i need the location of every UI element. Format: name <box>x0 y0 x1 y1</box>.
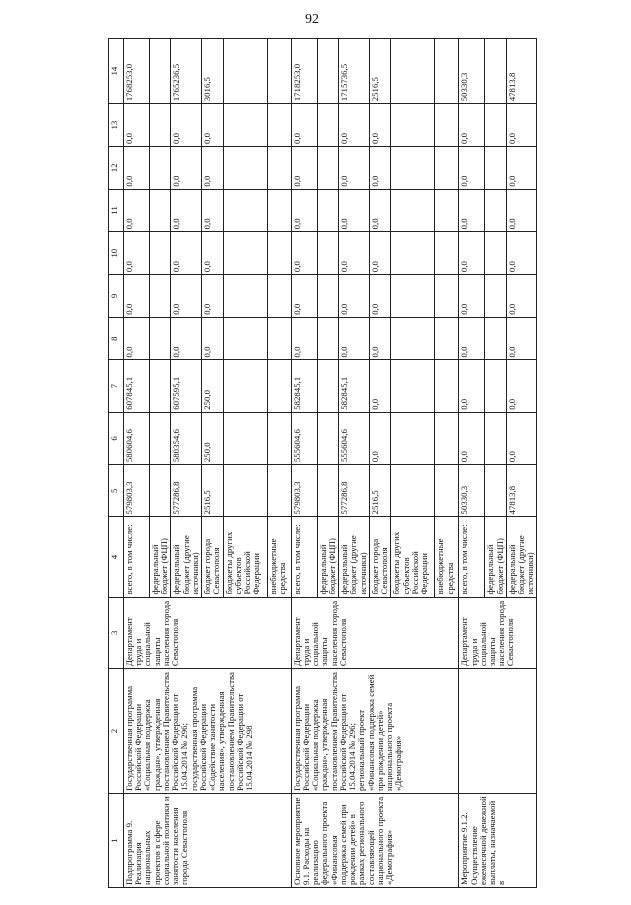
value-cell <box>267 104 291 147</box>
value-cell: 1768253,0 <box>124 39 150 104</box>
value-cell: 0,0 <box>369 189 390 232</box>
funding-source-cell: федеральный бюджет (другие источники) <box>506 517 537 597</box>
value-cell <box>150 146 171 189</box>
value-cell <box>223 104 267 147</box>
value-cell <box>391 412 435 464</box>
value-cell: 0,0 <box>291 317 317 360</box>
value-cell: 0,0 <box>202 317 223 360</box>
value-cell: 2516,5 <box>369 465 390 517</box>
value-cell <box>485 189 506 232</box>
table-row <box>124 39 150 888</box>
value-cell: 0,0 <box>506 412 537 464</box>
funding-source-cell: всего, в том числе: <box>291 517 317 597</box>
value-cell <box>485 465 506 517</box>
value-cell: 580604,6 <box>124 412 150 464</box>
value-cell: 0,0 <box>202 275 223 318</box>
value-cell <box>223 232 267 275</box>
value-cell <box>317 189 338 232</box>
value-cell: 2516,5 <box>202 465 223 517</box>
value-cell: 0,0 <box>506 360 537 412</box>
header-cell: 9 <box>109 275 124 318</box>
value-cell <box>485 146 506 189</box>
value-cell <box>317 146 338 189</box>
value-cell <box>317 317 338 360</box>
funding-source-cell: бюджеты других субъектов Российской Федерации <box>391 517 435 597</box>
value-cell: 0,0 <box>339 189 370 232</box>
value-cell <box>267 39 291 104</box>
table-row <box>291 39 317 888</box>
value-cell <box>485 39 506 104</box>
value-cell: 0,0 <box>124 275 150 318</box>
header-cell: 6 <box>109 412 124 464</box>
value-cell <box>391 465 435 517</box>
value-cell <box>317 39 338 104</box>
value-cell: 0,0 <box>369 412 390 464</box>
value-cell <box>435 39 459 104</box>
header-cell: 4 <box>109 517 124 597</box>
funding-source-cell: бюджет города Севастополя <box>202 517 223 597</box>
value-cell: 0,0 <box>369 146 390 189</box>
value-cell <box>435 232 459 275</box>
value-cell <box>435 412 459 464</box>
funding-source-cell: федеральный бюджет (ФЦП) <box>317 517 338 597</box>
value-cell: 0,0 <box>459 412 485 464</box>
rotated-table-container <box>108 38 536 888</box>
value-cell <box>317 412 338 464</box>
value-cell: 0,0 <box>171 275 202 318</box>
value-cell <box>317 275 338 318</box>
value-cell <box>150 317 171 360</box>
value-cell <box>267 189 291 232</box>
value-cell: 580354,6 <box>171 412 202 464</box>
header-cell: 13 <box>109 104 124 147</box>
value-cell: 0,0 <box>459 360 485 412</box>
header-cell: 5 <box>109 465 124 517</box>
funding-source-cell: федеральный бюджет (другие источники) <box>171 517 202 597</box>
program-name-cell: Подпрограмма 9. Реализация национальных проектов в сфере социальной политики и занятости населения города Севастополя <box>124 794 292 888</box>
funding-source-cell: внебюджетные средства <box>267 517 291 597</box>
value-cell <box>485 275 506 318</box>
executor-cell: Департамент труда и социальной защиты населения города Севастополя <box>291 597 459 669</box>
value-cell: 0,0 <box>124 232 150 275</box>
value-cell <box>435 104 459 147</box>
value-cell <box>391 360 435 412</box>
legal-basis-cell: Государственная программа Российской Федерации «Социальная поддержка граждан», утвержденная постановлением Правительства Российской Федерации от 15.04.2014 № 296; региональный проект «Финансовая поддержка семей при рождении детей» национального проекта «Демография» <box>291 669 459 794</box>
value-cell: 47813,8 <box>506 39 537 104</box>
value-cell: 0,0 <box>291 146 317 189</box>
value-cell: 0,0 <box>339 232 370 275</box>
value-cell: 50330,3 <box>459 39 485 104</box>
value-cell: 0,0 <box>171 317 202 360</box>
value-cell <box>435 317 459 360</box>
value-cell: 0,0 <box>506 146 537 189</box>
value-cell: 0,0 <box>171 232 202 275</box>
header-cell: 2 <box>109 669 124 794</box>
value-cell <box>485 232 506 275</box>
value-cell: 582845,1 <box>291 360 317 412</box>
funding-source-cell: федеральный бюджет (другие источники) <box>339 517 370 597</box>
value-cell <box>267 232 291 275</box>
value-cell: 0,0 <box>339 146 370 189</box>
funding-source-cell: федеральный бюджет (ФЦП) <box>150 517 171 597</box>
header-cell: 14 <box>109 39 124 104</box>
value-cell <box>435 360 459 412</box>
value-cell: 1715736,5 <box>339 39 370 104</box>
legal-basis-cell <box>459 669 537 794</box>
executor-cell: Департамент труда и социальной защиты населения города Севастополя <box>459 597 537 669</box>
value-cell: 0,0 <box>124 104 150 147</box>
header-row <box>109 39 124 888</box>
value-cell: 0,0 <box>459 275 485 318</box>
value-cell <box>267 360 291 412</box>
value-cell <box>317 360 338 412</box>
value-cell <box>223 360 267 412</box>
value-cell <box>223 465 267 517</box>
value-cell <box>267 146 291 189</box>
value-cell: 579803,3 <box>291 465 317 517</box>
value-cell: 0,0 <box>171 146 202 189</box>
value-cell: 607595,1 <box>171 360 202 412</box>
program-name-cell: Мероприятие 9.1.2. Осуществление ежемесячной денежной выплаты, назначаемой в <box>459 794 537 888</box>
value-cell: 0,0 <box>459 104 485 147</box>
value-cell <box>485 317 506 360</box>
value-cell <box>485 360 506 412</box>
program-name-cell: Основное мероприятие 9.1. Расходы на реализацию федерального проекта «Финансовая поддержка семей при рождении детей» в рамках регионального составляющей национального проекта «Демография» <box>291 794 459 888</box>
value-cell: 0,0 <box>291 232 317 275</box>
funding-source-cell: всего, в том числе: <box>124 517 150 597</box>
value-cell: 1718253,0 <box>291 39 317 104</box>
value-cell <box>150 412 171 464</box>
value-cell <box>223 189 267 232</box>
value-cell: 0,0 <box>459 189 485 232</box>
value-cell <box>150 275 171 318</box>
value-cell <box>391 39 435 104</box>
value-cell: 0,0 <box>506 189 537 232</box>
value-cell: 3016,5 <box>202 39 223 104</box>
value-cell: 250,0 <box>202 412 223 464</box>
value-cell: 0,0 <box>124 317 150 360</box>
value-cell: 0,0 <box>369 232 390 275</box>
value-cell <box>223 39 267 104</box>
value-cell: 250,0 <box>202 360 223 412</box>
value-cell: 0,0 <box>459 232 485 275</box>
funding-source-cell: федеральный бюджет (ФЦП) <box>485 517 506 597</box>
value-cell <box>317 232 338 275</box>
value-cell <box>485 104 506 147</box>
value-cell: 0,0 <box>202 104 223 147</box>
value-cell <box>485 412 506 464</box>
value-cell <box>150 465 171 517</box>
value-cell <box>223 412 267 464</box>
value-cell: 0,0 <box>506 317 537 360</box>
value-cell <box>267 465 291 517</box>
value-cell <box>150 104 171 147</box>
value-cell: 0,0 <box>369 360 390 412</box>
value-cell: 0,0 <box>202 146 223 189</box>
value-cell <box>150 189 171 232</box>
value-cell <box>150 39 171 104</box>
header-cell: 3 <box>109 597 124 669</box>
value-cell <box>223 146 267 189</box>
value-cell <box>267 275 291 318</box>
header-cell: 1 <box>109 794 124 888</box>
value-cell <box>150 232 171 275</box>
value-cell: 2516,5 <box>369 39 390 104</box>
value-cell: 555604,6 <box>291 412 317 464</box>
legal-basis-cell: Государственная программа Российской Федерации «Социальная поддержка граждан», утвержденная постановлением Правительства Российской Федерации от 15.04.2014 № 296; государственная программа Российской Федерации «Содействие занятости населения», утвержденная постановлением Правительства Российской Федерации от 15.04.2014 № 298 <box>124 669 292 794</box>
table-row <box>459 39 485 888</box>
value-cell: 0,0 <box>506 275 537 318</box>
funding-source-cell: бюджет города Севастополя <box>369 517 390 597</box>
value-cell: 50330,3 <box>459 465 485 517</box>
header-cell: 8 <box>109 317 124 360</box>
funding-source-cell: всего, в том числе: <box>459 517 485 597</box>
value-cell: 0,0 <box>124 189 150 232</box>
value-cell: 0,0 <box>124 146 150 189</box>
header-cell: 12 <box>109 146 124 189</box>
value-cell: 0,0 <box>506 232 537 275</box>
value-cell: 0,0 <box>171 104 202 147</box>
value-cell: 0,0 <box>339 104 370 147</box>
funding-source-cell: бюджеты других субъектов Российской Федерации <box>223 517 267 597</box>
value-cell <box>391 317 435 360</box>
value-cell <box>317 465 338 517</box>
value-cell: 577286,8 <box>171 465 202 517</box>
value-cell: 555604,6 <box>339 412 370 464</box>
value-cell: 0,0 <box>339 317 370 360</box>
value-cell <box>391 232 435 275</box>
value-cell: 0,0 <box>291 104 317 147</box>
value-cell: 0,0 <box>369 104 390 147</box>
value-cell <box>435 189 459 232</box>
value-cell <box>223 317 267 360</box>
value-cell <box>435 146 459 189</box>
value-cell: 0,0 <box>459 146 485 189</box>
funding-source-cell: внебюджетные средства <box>435 517 459 597</box>
value-cell: 0,0 <box>202 232 223 275</box>
page-number: 92 <box>305 12 319 27</box>
value-cell <box>223 275 267 318</box>
value-cell <box>391 189 435 232</box>
value-cell: 1765236,5 <box>171 39 202 104</box>
value-cell: 0,0 <box>171 189 202 232</box>
budget-table <box>108 38 537 888</box>
value-cell: 0,0 <box>339 275 370 318</box>
value-cell: 579803,3 <box>124 465 150 517</box>
value-cell <box>391 104 435 147</box>
value-cell <box>391 146 435 189</box>
value-cell <box>317 104 338 147</box>
value-cell <box>150 360 171 412</box>
value-cell: 0,0 <box>291 189 317 232</box>
value-cell: 582845,1 <box>339 360 370 412</box>
value-cell: 0,0 <box>202 189 223 232</box>
value-cell: 0,0 <box>369 275 390 318</box>
table-body <box>124 39 537 888</box>
value-cell: 0,0 <box>506 104 537 147</box>
value-cell <box>267 317 291 360</box>
value-cell <box>435 465 459 517</box>
header-cell: 11 <box>109 189 124 232</box>
header-cell: 10 <box>109 232 124 275</box>
value-cell <box>435 275 459 318</box>
executor-cell: Департамент труда и социальной защиты населения города Севастополя <box>124 597 292 669</box>
header-cell: 7 <box>109 360 124 412</box>
value-cell: 0,0 <box>291 275 317 318</box>
value-cell: 47813,8 <box>506 465 537 517</box>
value-cell: 0,0 <box>369 317 390 360</box>
value-cell: 577286,8 <box>339 465 370 517</box>
value-cell: 0,0 <box>459 317 485 360</box>
value-cell <box>391 275 435 318</box>
value-cell <box>267 412 291 464</box>
value-cell: 607845,1 <box>124 360 150 412</box>
